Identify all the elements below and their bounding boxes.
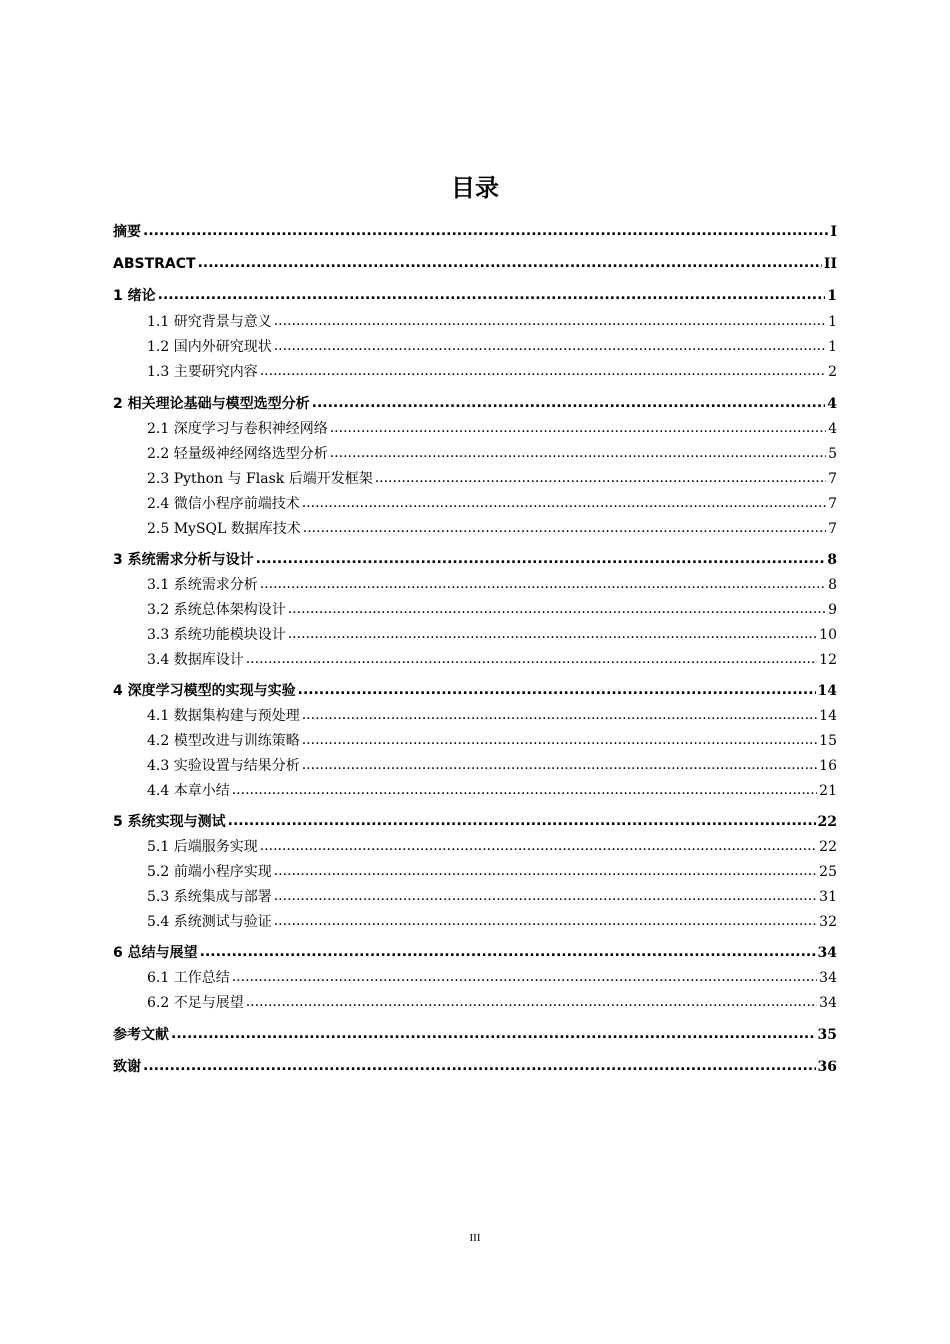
toc-leader-dots bbox=[312, 393, 826, 413]
toc-leader-dots bbox=[330, 418, 826, 438]
toc-entry-page: 7 bbox=[828, 496, 837, 512]
toc-section-entry[interactable] bbox=[147, 862, 837, 882]
toc-chapter-entry[interactable] bbox=[113, 812, 837, 832]
page-title: 目录 bbox=[451, 174, 499, 202]
toc-entry-title: 致谢 bbox=[113, 1059, 141, 1075]
toc-entry-title: 摘要 bbox=[113, 224, 141, 240]
toc-entry-title: 参考文献 bbox=[113, 1027, 169, 1043]
toc-leader-dots bbox=[302, 730, 817, 750]
toc-chapter-entry[interactable] bbox=[113, 286, 837, 306]
toc-section-entry[interactable] bbox=[147, 912, 837, 932]
toc-leader-dots bbox=[303, 518, 826, 538]
toc-entry-page: 35 bbox=[817, 1027, 837, 1043]
toc-section-entry[interactable] bbox=[147, 625, 837, 645]
toc-chapter-entry[interactable] bbox=[113, 550, 837, 570]
toc-entry-title: 5.2 前端小程序实现 bbox=[147, 864, 272, 880]
toc-entry-page: 2 bbox=[828, 364, 837, 380]
toc-section-entry[interactable] bbox=[147, 650, 837, 670]
toc-leader-dots bbox=[198, 253, 822, 273]
toc-leader-dots bbox=[260, 836, 817, 856]
toc-entry-page: 34 bbox=[819, 970, 837, 986]
toc-entry-page: II bbox=[823, 256, 837, 272]
toc-entry-title: 5.1 后端服务实现 bbox=[147, 839, 258, 855]
toc-entry-title: 6 总结与展望 bbox=[113, 945, 198, 961]
toc-leader-dots bbox=[260, 361, 826, 381]
toc-section-entry[interactable] bbox=[147, 362, 837, 382]
toc-chapter-entry[interactable] bbox=[113, 394, 837, 414]
toc-entry-title: 2.1 深度学习与卷积神经网络 bbox=[147, 421, 328, 437]
toc-entry-page: 9 bbox=[828, 602, 837, 618]
toc-entry-title: 1.1 研究背景与意义 bbox=[147, 314, 272, 330]
toc-leader-dots bbox=[302, 493, 826, 513]
toc-leader-dots bbox=[232, 780, 817, 800]
toc-section-entry[interactable] bbox=[147, 993, 837, 1013]
toc-section-entry[interactable] bbox=[147, 575, 837, 595]
toc-section-entry[interactable] bbox=[147, 731, 837, 751]
toc-entry-title: 5.3 系统集成与部署 bbox=[147, 889, 272, 905]
toc-section-entry[interactable] bbox=[147, 494, 837, 514]
toc-leader-dots bbox=[260, 574, 826, 594]
toc-leader-dots bbox=[256, 549, 826, 569]
toc-entry-title: 2.3 Python 与 Flask 后端开发框架 bbox=[147, 471, 373, 487]
toc-entry-title: 4 深度学习模型的实现与实验 bbox=[113, 683, 296, 699]
toc-section-entry[interactable] bbox=[147, 337, 837, 357]
toc-entry-title: 2 相关理论基础与模型选型分析 bbox=[113, 396, 310, 412]
toc-leader-dots bbox=[298, 680, 816, 700]
toc-section-entry[interactable] bbox=[147, 887, 837, 907]
toc-leader-dots bbox=[246, 992, 817, 1012]
toc-leader-dots bbox=[274, 336, 826, 356]
toc-entry-page: 5 bbox=[828, 446, 837, 462]
toc-entry-title: 3.4 数据库设计 bbox=[147, 652, 244, 668]
toc-leader-dots bbox=[302, 705, 817, 725]
toc-entry-page: 10 bbox=[819, 627, 837, 643]
toc-entry-title: 4.2 模型改进与训练策略 bbox=[147, 733, 300, 749]
toc-chapter-entry[interactable] bbox=[113, 1057, 837, 1077]
toc-entry-title: 3.3 系统功能模块设计 bbox=[147, 627, 286, 643]
toc-section-entry[interactable] bbox=[147, 837, 837, 857]
toc-entry-title: 1.2 国内外研究现状 bbox=[147, 339, 272, 355]
toc-section-entry[interactable] bbox=[147, 706, 837, 726]
toc-entry-page: 7 bbox=[828, 471, 837, 487]
toc-entry-title: 3.1 系统需求分析 bbox=[147, 577, 258, 593]
toc-section-entry[interactable] bbox=[147, 444, 837, 464]
toc-entry-title: 2.2 轻量级神经网络选型分析 bbox=[147, 446, 328, 462]
toc-leader-dots bbox=[288, 624, 817, 644]
toc-entry-page: 15 bbox=[819, 733, 837, 749]
toc-entry-title: ABSTRACT bbox=[113, 256, 196, 272]
toc-entry-page: 1 bbox=[828, 339, 837, 355]
toc-leader-dots bbox=[246, 649, 817, 669]
toc-leader-dots bbox=[143, 221, 828, 241]
toc-section-entry[interactable] bbox=[147, 756, 837, 776]
toc-entry-page: 36 bbox=[817, 1059, 837, 1075]
toc-section-entry[interactable] bbox=[147, 781, 837, 801]
toc-entry-title: 6.1 工作总结 bbox=[147, 970, 230, 986]
toc-entry-title: 1 绪论 bbox=[113, 288, 156, 304]
toc-entry-page: 22 bbox=[819, 839, 837, 855]
toc-entry-title: 4.4 本章小结 bbox=[147, 783, 230, 799]
toc-leader-dots bbox=[302, 755, 817, 775]
toc-entry-title: 6.2 不足与展望 bbox=[147, 995, 244, 1011]
toc-entry-title: 5.4 系统测试与验证 bbox=[147, 914, 272, 930]
toc-entry-title: 3 系统需求分析与设计 bbox=[113, 552, 254, 568]
toc-entry-page: 14 bbox=[817, 683, 837, 699]
toc-leader-dots bbox=[274, 886, 817, 906]
toc-leader-dots bbox=[375, 468, 826, 488]
toc-leader-dots bbox=[274, 911, 817, 931]
toc-leader-dots bbox=[171, 1024, 816, 1044]
toc-entry-page: 8 bbox=[827, 552, 837, 568]
toc-entry-page: I bbox=[830, 224, 837, 240]
toc-entry-page: 7 bbox=[828, 521, 837, 537]
toc-section-entry[interactable] bbox=[147, 600, 837, 620]
toc-entry-page: 1 bbox=[828, 314, 837, 330]
toc-leader-dots bbox=[158, 285, 826, 305]
toc-entry-title: 1.3 主要研究内容 bbox=[147, 364, 258, 380]
toc-section-entry[interactable] bbox=[147, 419, 837, 439]
toc-entry-page: 31 bbox=[819, 889, 837, 905]
toc-entry-title: 3.2 系统总体架构设计 bbox=[147, 602, 286, 618]
toc-section-entry[interactable] bbox=[147, 469, 837, 489]
toc-entry-page: 25 bbox=[819, 864, 837, 880]
toc-section-entry[interactable] bbox=[147, 519, 837, 539]
toc-leader-dots bbox=[143, 1056, 816, 1076]
toc-section-entry[interactable] bbox=[147, 968, 837, 988]
toc-leader-dots bbox=[200, 942, 816, 962]
toc-leader-dots bbox=[274, 311, 826, 331]
toc-entry-page: 34 bbox=[819, 995, 837, 1011]
toc-leader-dots bbox=[288, 599, 826, 619]
toc-entry-title: 4.1 数据集构建与预处理 bbox=[147, 708, 300, 724]
toc-entry-page: 21 bbox=[819, 783, 837, 799]
toc-entry-page: 16 bbox=[819, 758, 837, 774]
toc-entry-page: 8 bbox=[828, 577, 837, 593]
toc-chapter-entry[interactable] bbox=[113, 222, 837, 242]
toc-entry-page: 4 bbox=[827, 396, 837, 412]
toc-leader-dots bbox=[228, 811, 816, 831]
toc-entry-page: 34 bbox=[817, 945, 837, 961]
toc-entry-page: 22 bbox=[817, 814, 837, 830]
toc-entry-title: 4.3 实验设置与结果分析 bbox=[147, 758, 300, 774]
toc-entry-page: 4 bbox=[828, 421, 837, 437]
toc-entry-page: 1 bbox=[827, 288, 837, 304]
toc-entry-page: 14 bbox=[819, 708, 837, 724]
toc-entry-page: 32 bbox=[819, 914, 837, 930]
toc-section-entry[interactable] bbox=[147, 312, 837, 332]
toc-chapter-entry[interactable] bbox=[113, 681, 837, 701]
toc-leader-dots bbox=[330, 443, 826, 463]
toc-leader-dots bbox=[232, 967, 817, 987]
page-number: III bbox=[469, 1232, 481, 1244]
toc-entry-title: 2.5 MySQL 数据库技术 bbox=[147, 521, 301, 537]
toc-entry-title: 2.4 微信小程序前端技术 bbox=[147, 496, 300, 512]
toc-chapter-entry[interactable] bbox=[113, 1025, 837, 1045]
toc-entry-page: 12 bbox=[819, 652, 837, 668]
toc-entry-title: 5 系统实现与测试 bbox=[113, 814, 226, 830]
toc-chapter-entry[interactable] bbox=[113, 254, 837, 274]
toc-chapter-entry[interactable] bbox=[113, 943, 837, 963]
toc-leader-dots bbox=[274, 861, 817, 881]
